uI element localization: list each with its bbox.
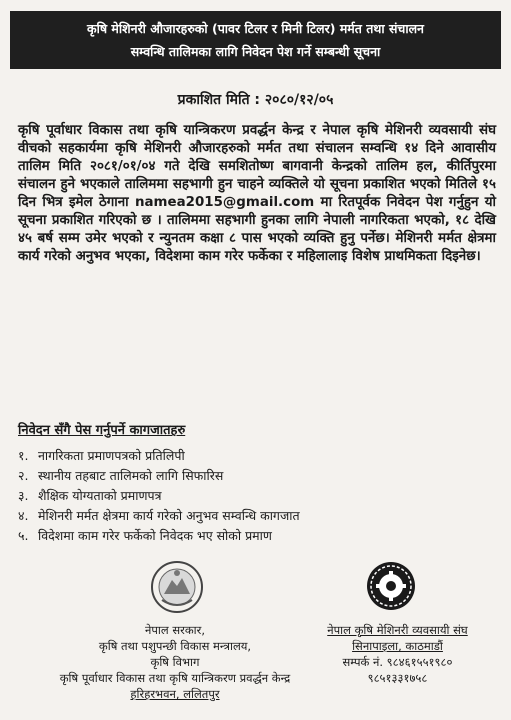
- notice-body: कृषि पूर्वाधार विकास तथा कृषि यान्त्रिकरण प्रवर्द्धन केन्द्र र नेपाल कृषि मेशिनरी व्यवसायी संघ वीचको सहकार्यमा कृषि मेशिनरी औजारहरुको मर्मत तथा संचालन सम्वन्धि १४ दिने आवासीय तालिम मिति २०८१/०१/०४ गते देखि समशितोष्ण बागवानी केन्द्रको तालिम हल, कीर्तिपुरमा संचालन हुने भएकाले तालिममा सहभागी हुन चाहने व्यक्तिले यो सूचना प्रकाशित भएको मितिले १५ दिन भित्र इमेल ठेगाना namea2015@gmail.com मा रितपूर्वक निवेदन पेश गर्नुहुन यो सूचना प्रकाशित गरिएको छ । तालिममा सहभागी हुनका लागि नेपाली नागरिकता भएको, १८ देखि ४५ बर्ष सम्म उमेर भएको र न्युनतम कक्षा ८ पास भएको व्यक्ति हुनु पर्नेछ। मेशिनरी मर्मत क्षेत्रमा कार्य गरेको अनुभव भएका, विदेशमा काम गरेर फर्केका र महिलालाइ विशेष प्राथमिकता दिइनेछ।: [18, 123, 496, 264]
- header-line-2: सम्वन्धि तालिमका लागि निवेदन पेश गर्ने सम्बन्धी सूचना: [130, 44, 381, 59]
- list-item: २. स्थानीय तहबाट तालिमको लागि सिफारिस: [18, 468, 224, 483]
- list-item: १. नागरिकता प्रमाणपत्रको प्रतिलिपी: [18, 448, 185, 463]
- signature-right: नेपाल कृषि मेशिनरी व्यवसायी संघ सिनापाइला, काठमाडौं सम्पर्क नं. ९८४६१५५१९८० ९८५१३३१७५८: [327, 623, 468, 685]
- notice-header: [10, 11, 501, 69]
- header-line-1: कृषि मेशिनरी औजारहरुको (पावर टिलर र मिनी टिलर) मर्मत तथा संचालन: [87, 21, 424, 36]
- nepal-government-emblem-icon: [150, 560, 204, 614]
- signature-left: नेपाल सरकार, कृषि तथा पशुपन्छी विकास मन्त्रालय, कृषि विभाग कृषि पूर्वाधार विकास तथा कृषि यान्त्रिकरण प्रवर्द्धन केन्द्र हरिहरभवन, ललितपुर: [59, 623, 291, 701]
- publish-date: प्रकाशित मिति : २०८०/१२/०५: [177, 92, 334, 108]
- list-item: ५. विदेशमा काम गरेर फर्केको निवेदक भए सोको प्रमाण: [18, 528, 272, 543]
- requirements-title: निवेदन सँगै पेस गर्नुपर्ने कागजातहरु: [18, 423, 186, 438]
- requirements-list: [18, 446, 300, 546]
- association-gear-logo-icon: [365, 560, 417, 612]
- list-item: ३. शैक्षिक योग्यताको प्रमाणपत्र: [18, 488, 162, 503]
- list-item: ४. मेशिनरी मर्मत क्षेत्रमा कार्य गरेको अनुभव सम्वन्धि कागजात: [18, 508, 300, 523]
